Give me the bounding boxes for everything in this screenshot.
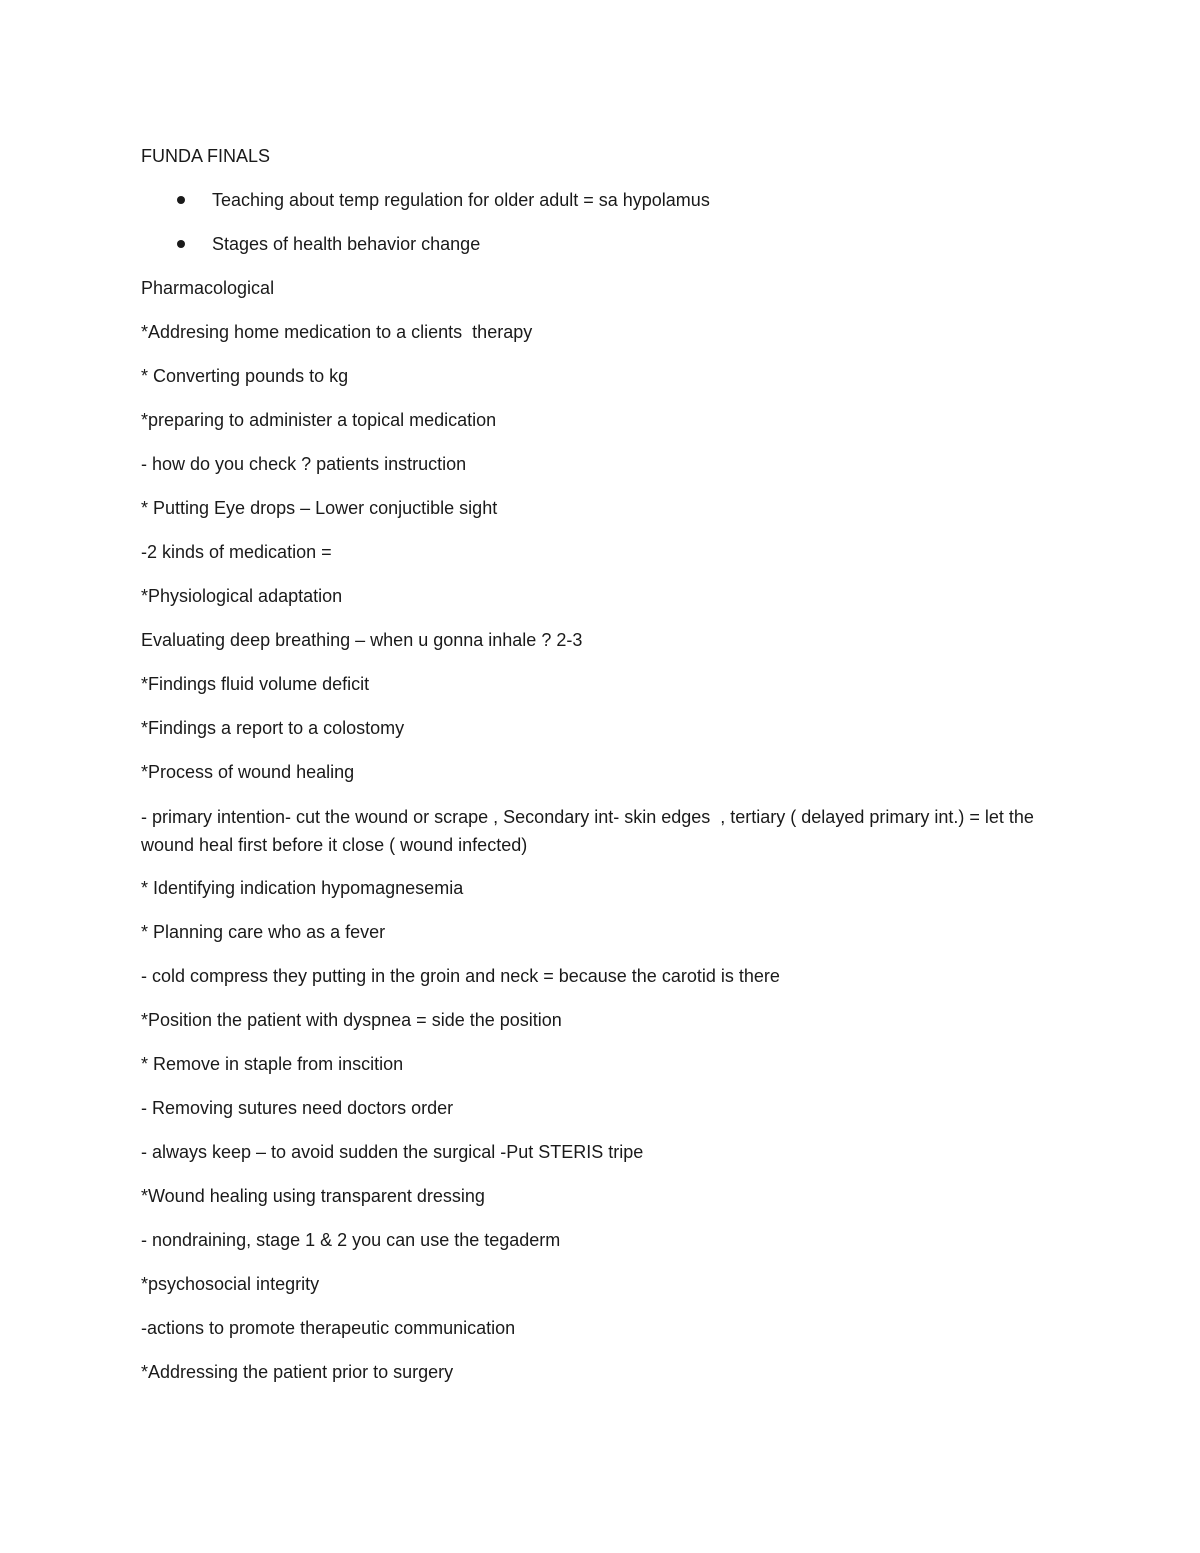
- note-line: - how do you check ? patients instruction: [141, 454, 467, 474]
- note-line: * Identifying indication hypomagnesemia: [141, 878, 464, 898]
- note-line: - cold compress they putting in the groin and neck = because the carotid is there: [141, 966, 780, 986]
- bullet-dot-icon: [177, 240, 185, 248]
- note-line: *Position the patient with dyspnea = side the position: [141, 1010, 562, 1030]
- note-line: -2 kinds of medication =: [141, 542, 332, 562]
- note-line: *Process of wound healing: [141, 762, 355, 782]
- note-line: *Wound healing using transparent dressing: [141, 1186, 485, 1206]
- note-line: * Putting Eye drops – Lower conjuctible sight: [141, 498, 498, 518]
- note-line: *Findings fluid volume deficit: [141, 674, 370, 694]
- note-line: *Addresing home medication to a clients therapy: [141, 322, 533, 342]
- bullet-item: Stages of health behavior change: [141, 231, 1041, 257]
- note-line: * Planning care who as a fever: [141, 922, 386, 942]
- note-line: -actions to promote therapeutic communication: [141, 1318, 516, 1338]
- bullet-list: [141, 187, 1041, 257]
- note-line: * Converting pounds to kg: [141, 366, 349, 386]
- note-line: *preparing to administer a topical medication: [141, 410, 497, 430]
- note-line: Evaluating deep breathing – when u gonna inhale ? 2-3: [141, 630, 583, 650]
- note-line: * Remove in staple from inscition: [141, 1054, 404, 1074]
- bullet-item: Teaching about temp regulation for older adult = sa hypolamus: [141, 187, 1041, 213]
- note-line: *psychosocial integrity: [141, 1274, 320, 1294]
- document-body: [141, 143, 1041, 1403]
- bullet-dot-icon: [177, 196, 185, 204]
- section-heading-pharmacological: Pharmacological: [141, 278, 275, 298]
- note-line: *Addressing the patient prior to surgery: [141, 1362, 454, 1382]
- note-line: - nondraining, stage 1 & 2 you can use the tegaderm: [141, 1230, 561, 1250]
- note-line: - Removing sutures need doctors order: [141, 1098, 454, 1118]
- note-line: - always keep – to avoid sudden the surgical -Put STERIS tripe: [141, 1142, 644, 1162]
- note-line: *Findings a report to a colostomy: [141, 718, 405, 738]
- note-line: *Physiological adaptation: [141, 586, 343, 606]
- note-line-wound-intention: - primary intention- cut the wound or scrape , Secondary int- skin edges , tertiary ( delayed primary int.) = let the wound heal first before it close ( wound infected): [141, 807, 1039, 855]
- document-title: FUNDA FINALS: [141, 146, 271, 166]
